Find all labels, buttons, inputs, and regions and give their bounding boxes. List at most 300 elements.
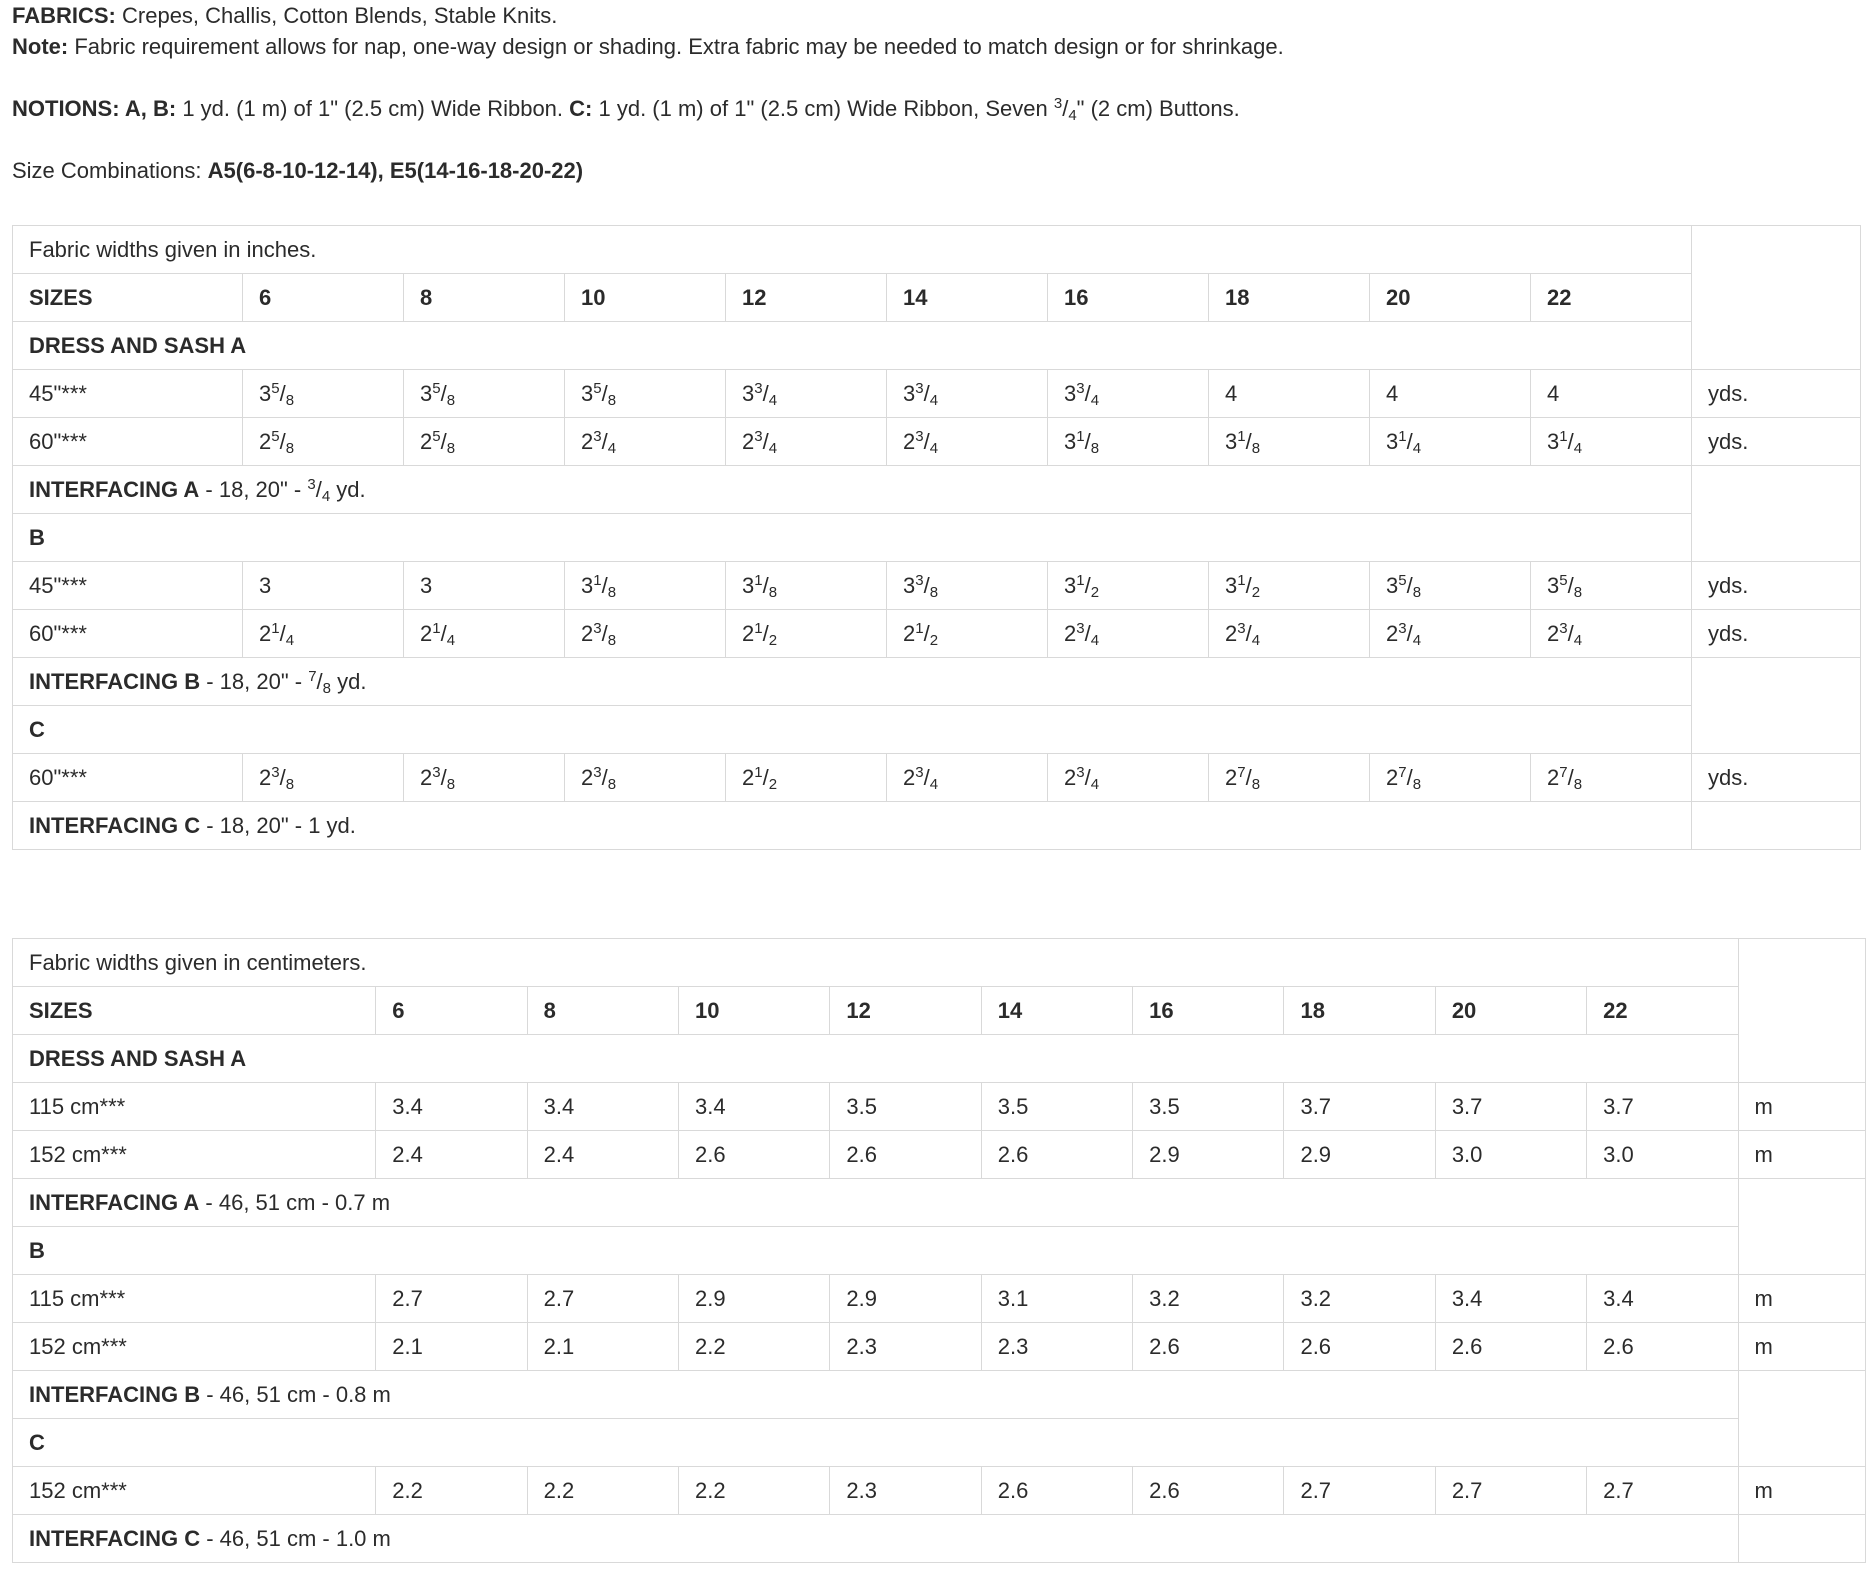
fraction-numerator: 1 bbox=[754, 763, 763, 781]
whole-number: 3 bbox=[581, 380, 594, 406]
fraction-numerator: 5 bbox=[593, 379, 602, 397]
whole-number: 2 bbox=[1386, 764, 1399, 790]
size-header: 20 bbox=[1435, 987, 1586, 1035]
interfacing-label: INTERFACING B bbox=[29, 668, 201, 694]
blank-cell bbox=[1738, 1371, 1865, 1467]
interfacing-text: - 46, 51 cm - 0.8 m bbox=[200, 1381, 391, 1407]
fraction-numerator: 3 bbox=[271, 763, 280, 781]
whole-number: 2 bbox=[742, 428, 755, 454]
unit-label: m bbox=[1738, 1083, 1865, 1131]
yardage-value: $2^3/_4$ bbox=[1048, 610, 1209, 658]
interfacing-text: - 46, 51 cm - 1.0 m bbox=[200, 1525, 391, 1551]
section-title: B bbox=[13, 1227, 1739, 1275]
size-header: 14 bbox=[887, 274, 1048, 322]
yardage-value: $2^7/_8$ bbox=[1531, 754, 1692, 802]
yardage-value: 3.4 bbox=[1587, 1275, 1738, 1323]
fraction-denominator: 8 bbox=[446, 439, 456, 457]
fraction-numerator: 7 bbox=[308, 667, 317, 685]
fabric-width: 152 cm*** bbox=[13, 1131, 376, 1179]
size-header: 12 bbox=[830, 987, 981, 1035]
unit-label: m bbox=[1738, 1323, 1865, 1371]
yardage-value: $2^5/_8$ bbox=[404, 418, 565, 466]
notions-fraction: $^3/_4$ bbox=[1053, 95, 1077, 124]
fraction-numerator: 1 bbox=[915, 619, 924, 637]
fraction-numerator: 5 bbox=[432, 379, 441, 397]
fabric-width: 115 cm*** bbox=[13, 1275, 376, 1323]
size-combinations-values: A5(6-8-10-12-14), E5(14-16-18-20-22) bbox=[207, 158, 584, 183]
whole-number: 3 bbox=[420, 572, 433, 598]
sizes-label: SIZES bbox=[13, 274, 243, 322]
yardage-value: $2^1/_4$ bbox=[404, 610, 565, 658]
section-row bbox=[13, 706, 1861, 754]
fraction-numerator: 1 bbox=[1237, 571, 1246, 589]
size-header: 22 bbox=[1531, 274, 1692, 322]
fraction-numerator: 3 bbox=[1559, 619, 1568, 637]
section-row bbox=[13, 1419, 1866, 1467]
yardage-value: 3.0 bbox=[1587, 1131, 1738, 1179]
size-header: 16 bbox=[1048, 274, 1209, 322]
fraction-numerator: 1 bbox=[1398, 427, 1407, 445]
fraction-numerator: 7 bbox=[1398, 763, 1407, 781]
whole-number: 2 bbox=[1225, 620, 1238, 646]
fraction-denominator: 4 bbox=[1412, 439, 1422, 457]
note-label: Note: bbox=[12, 34, 69, 59]
interfacing-label: INTERFACING A bbox=[29, 1189, 200, 1215]
fraction-numerator: 5 bbox=[1559, 571, 1568, 589]
inches-yardage-table bbox=[12, 225, 1861, 850]
fraction-denominator: 8 bbox=[1573, 583, 1583, 601]
whole-number: 2 bbox=[581, 428, 594, 454]
yardage-value: 2.1 bbox=[527, 1323, 678, 1371]
fraction-denominator: 8 bbox=[285, 391, 295, 409]
fabrics-text: Crepes, Challis, Cotton Blends, Stable Knits. bbox=[122, 3, 558, 28]
fraction-numerator: 3 bbox=[1076, 619, 1085, 637]
caption-row bbox=[13, 226, 1861, 274]
size-header: 18 bbox=[1209, 274, 1370, 322]
fraction-numerator: 1 bbox=[1076, 571, 1085, 589]
yardage-value: $3^3/_4$ bbox=[887, 370, 1048, 418]
yardage-value: 2.7 bbox=[376, 1275, 527, 1323]
fraction-denominator: 4 bbox=[768, 391, 778, 409]
fraction-denominator: 8 bbox=[607, 583, 617, 601]
fraction-denominator: 8 bbox=[285, 439, 295, 457]
fraction-numerator: 3 bbox=[754, 379, 763, 397]
yardage-value: $2^3/_4$ bbox=[887, 418, 1048, 466]
yardage-value: $3^1/_2$ bbox=[1048, 562, 1209, 610]
yardage-value: $2^7/_8$ bbox=[1370, 754, 1531, 802]
yardage-value: $3^1/_8$ bbox=[726, 562, 887, 610]
interfacing-cell: INTERFACING B - 18, 20" - $^7/_8$ yd. bbox=[13, 658, 1692, 706]
fraction-denominator: 4 bbox=[1090, 775, 1100, 793]
yardage-value: 2.7 bbox=[1284, 1467, 1435, 1515]
fraction-denominator: 8 bbox=[607, 391, 617, 409]
blank-cell bbox=[1738, 1515, 1865, 1563]
fraction-numerator: 1 bbox=[1237, 427, 1246, 445]
notions-label: NOTIONS: A, B: bbox=[12, 96, 177, 121]
fraction-numerator: 3 bbox=[593, 619, 602, 637]
yardage-value: $2^3/_4$ bbox=[1531, 610, 1692, 658]
data-row bbox=[13, 754, 1861, 802]
fraction-numerator: 5 bbox=[271, 379, 280, 397]
yardage-value: 3.7 bbox=[1284, 1083, 1435, 1131]
whole-number: 3 bbox=[581, 572, 594, 598]
yardage-value: 2.6 bbox=[1587, 1323, 1738, 1371]
fraction-numerator: 7 bbox=[1559, 763, 1568, 781]
fraction-denominator: 4 bbox=[1412, 631, 1422, 649]
size-header: 6 bbox=[243, 274, 404, 322]
fabrics-line bbox=[12, 0, 1852, 31]
yardage-value: $3^1/_8$ bbox=[565, 562, 726, 610]
fabric-width: 115 cm*** bbox=[13, 1083, 376, 1131]
fabric-width: 152 cm*** bbox=[13, 1467, 376, 1515]
fraction-denominator: 8 bbox=[1090, 439, 1100, 457]
whole-number: 2 bbox=[420, 620, 433, 646]
yardage-value: 2.7 bbox=[1587, 1467, 1738, 1515]
yardage-value: 3.7 bbox=[1587, 1083, 1738, 1131]
fraction-denominator: 8 bbox=[446, 391, 456, 409]
yardage-value: 2.2 bbox=[679, 1467, 830, 1515]
section-row bbox=[13, 1035, 1866, 1083]
fabric-width: 152 cm*** bbox=[13, 1323, 376, 1371]
data-row bbox=[13, 610, 1861, 658]
fraction-numerator: 1 bbox=[1076, 427, 1085, 445]
whole-number: 2 bbox=[1225, 764, 1238, 790]
yardage-value bbox=[243, 562, 404, 610]
fraction-denominator: 8 bbox=[768, 583, 778, 601]
whole-number: 2 bbox=[581, 620, 594, 646]
fabric-width: 60"*** bbox=[13, 754, 243, 802]
yardage-value: 2.6 bbox=[1133, 1467, 1284, 1515]
fraction-numerator: 3 bbox=[1076, 763, 1085, 781]
fraction-numerator: 1 bbox=[432, 619, 441, 637]
section-title: DRESS AND SASH A bbox=[13, 1035, 1739, 1083]
fraction-numerator: 3 bbox=[1398, 619, 1407, 637]
yardage-value: 3.2 bbox=[1133, 1275, 1284, 1323]
yardage-value: 2.2 bbox=[679, 1323, 830, 1371]
unit-label: m bbox=[1738, 1467, 1865, 1515]
fraction-numerator: 1 bbox=[1559, 427, 1568, 445]
yardage-value: $3^1/_8$ bbox=[1048, 418, 1209, 466]
fraction-denominator: 8 bbox=[1412, 583, 1422, 601]
blank-cell bbox=[1738, 939, 1865, 1083]
whole-number: 2 bbox=[1386, 620, 1399, 646]
sizes-label: SIZES bbox=[13, 987, 376, 1035]
yardage-value: $2^3/_4$ bbox=[887, 754, 1048, 802]
interfacing-row bbox=[13, 1371, 1866, 1419]
unit-label: yds. bbox=[1692, 370, 1861, 418]
fraction-numerator: 3 bbox=[915, 763, 924, 781]
section-title: C bbox=[13, 706, 1692, 754]
fraction-numerator: 7 bbox=[1237, 763, 1246, 781]
interfacing-cell bbox=[13, 1371, 1739, 1419]
fraction-denominator: 4 bbox=[768, 439, 778, 457]
fabric-width: 45"*** bbox=[13, 562, 243, 610]
centimeters-yardage-table bbox=[12, 938, 1866, 1563]
section-row bbox=[13, 514, 1861, 562]
yardage-value: 2.2 bbox=[376, 1467, 527, 1515]
yardage-value: $3^1/_4$ bbox=[1531, 418, 1692, 466]
fraction-numerator: 3 bbox=[593, 763, 602, 781]
fabric-width: 60"*** bbox=[13, 418, 243, 466]
yardage-value: $3^5/_8$ bbox=[1370, 562, 1531, 610]
yardage-value: 2.6 bbox=[981, 1131, 1132, 1179]
data-row bbox=[13, 1131, 1866, 1179]
fraction-denominator: 4 bbox=[607, 439, 617, 457]
yardage-value: $2^3/_8$ bbox=[565, 610, 726, 658]
yardage-value: 3.4 bbox=[1435, 1275, 1586, 1323]
fraction-numerator: 5 bbox=[1398, 571, 1407, 589]
yardage-value: 2.6 bbox=[830, 1131, 981, 1179]
note-text: Fabric requirement allows for nap, one-way design or shading. Extra fabric may be needed to match design or for shrinkage. bbox=[74, 34, 1284, 59]
whole-number: 2 bbox=[742, 764, 755, 790]
interfacing-unit: yd. bbox=[331, 668, 367, 694]
yardage-value: $3^5/_8$ bbox=[565, 370, 726, 418]
fraction-denominator: 8 bbox=[929, 583, 939, 601]
interfacing-unit: yd. bbox=[330, 476, 366, 502]
interfacing-label: INTERFACING B bbox=[29, 1381, 201, 1407]
whole-number: 3 bbox=[1386, 572, 1399, 598]
fraction-numerator: 5 bbox=[432, 427, 441, 445]
fraction-denominator: 8 bbox=[607, 775, 617, 793]
notions-line bbox=[12, 93, 1852, 124]
yardage-value: 2.3 bbox=[830, 1323, 981, 1371]
yardage-value bbox=[1209, 370, 1370, 418]
fraction-numerator: 1 bbox=[271, 619, 280, 637]
interfacing-text: - 18, 20" - 1 yd. bbox=[200, 812, 356, 838]
whole-number: 3 bbox=[1225, 428, 1238, 454]
yardage-value bbox=[1370, 370, 1531, 418]
size-combinations-line bbox=[12, 155, 1852, 186]
fraction-denominator: 4 bbox=[1090, 631, 1100, 649]
fabrics-label: FABRICS: bbox=[12, 3, 116, 28]
size-header: 6 bbox=[376, 987, 527, 1035]
caption-row bbox=[13, 939, 1866, 987]
whole-number: 3 bbox=[259, 380, 272, 406]
yardage-value: $3^5/_8$ bbox=[1531, 562, 1692, 610]
whole-number: 3 bbox=[1547, 572, 1560, 598]
yardage-value bbox=[404, 562, 565, 610]
fraction-numerator: 3 bbox=[754, 427, 763, 445]
fraction-denominator: 2 bbox=[768, 631, 778, 649]
fraction-numerator: 5 bbox=[271, 427, 280, 445]
interfacing-label: INTERFACING C bbox=[29, 1525, 201, 1551]
blank-cell bbox=[1692, 466, 1861, 562]
yardage-value: 3.7 bbox=[1435, 1083, 1586, 1131]
fabric-width: 60"*** bbox=[13, 610, 243, 658]
interfacing-row bbox=[13, 466, 1861, 514]
whole-number: 4 bbox=[1386, 380, 1399, 406]
section-row bbox=[13, 322, 1861, 370]
fraction-denominator: 4 bbox=[446, 631, 456, 649]
fraction-denominator: 4 bbox=[321, 487, 331, 505]
yardage-value: 2.6 bbox=[1284, 1323, 1435, 1371]
yardage-value: $2^7/_8$ bbox=[1209, 754, 1370, 802]
interfacing-row bbox=[13, 802, 1861, 850]
fraction-denominator: 2 bbox=[1251, 583, 1261, 601]
yardage-value: 2.7 bbox=[1435, 1467, 1586, 1515]
notions-ab-text: 1 yd. (1 m) of 1" (2.5 cm) Wide Ribbon. bbox=[182, 96, 564, 121]
fraction-numerator: 1 bbox=[593, 571, 602, 589]
yardage-value: 3.5 bbox=[981, 1083, 1132, 1131]
whole-number: 3 bbox=[742, 380, 755, 406]
size-header: 8 bbox=[527, 987, 678, 1035]
size-header: 22 bbox=[1587, 987, 1738, 1035]
yardage-value: 2.1 bbox=[376, 1323, 527, 1371]
size-header: 14 bbox=[981, 987, 1132, 1035]
yardage-value: 2.6 bbox=[981, 1467, 1132, 1515]
size-header: 8 bbox=[404, 274, 565, 322]
whole-number: 3 bbox=[1547, 428, 1560, 454]
fraction-numerator: 1 bbox=[754, 571, 763, 589]
section-title: C bbox=[13, 1419, 1739, 1467]
fraction-denominator: 8 bbox=[1412, 775, 1422, 793]
fraction-denominator: 2 bbox=[929, 631, 939, 649]
sizes-row bbox=[13, 987, 1866, 1035]
yardage-value: $3^1/_8$ bbox=[1209, 418, 1370, 466]
whole-number: 2 bbox=[420, 428, 433, 454]
fraction-denominator: 2 bbox=[1090, 583, 1100, 601]
yardage-value: $2^3/_4$ bbox=[1048, 754, 1209, 802]
blank-cell bbox=[1738, 1179, 1865, 1275]
yardage-value: 3.5 bbox=[830, 1083, 981, 1131]
notions-c-label: C: bbox=[569, 96, 593, 121]
data-row bbox=[13, 562, 1861, 610]
whole-number: 2 bbox=[903, 764, 916, 790]
whole-number: 3 bbox=[1386, 428, 1399, 454]
yardage-value: 2.3 bbox=[830, 1467, 981, 1515]
unit-label: yds. bbox=[1692, 754, 1861, 802]
yardage-value: $2^1/_2$ bbox=[726, 754, 887, 802]
yardage-value: 3.2 bbox=[1284, 1275, 1435, 1323]
blank-cell bbox=[1692, 226, 1861, 370]
size-combinations-label: Size Combinations: bbox=[12, 158, 202, 183]
size-header: 16 bbox=[1133, 987, 1284, 1035]
interfacing-row bbox=[13, 1515, 1866, 1563]
data-row bbox=[13, 418, 1861, 466]
fraction-denominator: 4 bbox=[1090, 391, 1100, 409]
interfacing-cell bbox=[13, 1515, 1739, 1563]
whole-number: 2 bbox=[259, 428, 272, 454]
yardage-value: $3^3/_8$ bbox=[887, 562, 1048, 610]
fraction-numerator: 3 bbox=[307, 475, 316, 493]
yardage-value: $2^3/_4$ bbox=[726, 418, 887, 466]
table-caption: Fabric widths given in inches. bbox=[13, 226, 1692, 274]
yardage-value: $2^5/_8$ bbox=[243, 418, 404, 466]
yardage-value: 2.9 bbox=[830, 1275, 981, 1323]
data-row bbox=[13, 1083, 1866, 1131]
yardage-value: $2^3/_8$ bbox=[565, 754, 726, 802]
whole-number: 3 bbox=[742, 572, 755, 598]
yardage-value: $3^3/_4$ bbox=[726, 370, 887, 418]
yardage-value: 2.9 bbox=[679, 1275, 830, 1323]
unit-label: yds. bbox=[1692, 418, 1861, 466]
yardage-value: $3^5/_8$ bbox=[404, 370, 565, 418]
yardage-value: 3.5 bbox=[1133, 1083, 1284, 1131]
section-title: B bbox=[13, 514, 1692, 562]
fraction-numerator: 3 bbox=[1076, 379, 1085, 397]
unit-label: yds. bbox=[1692, 562, 1861, 610]
fraction-numerator: 3 bbox=[432, 763, 441, 781]
blank-cell bbox=[1692, 802, 1861, 850]
yardage-value: 2.9 bbox=[1284, 1131, 1435, 1179]
fraction-denominator: 8 bbox=[1251, 775, 1261, 793]
yardage-value: $3^3/_4$ bbox=[1048, 370, 1209, 418]
yardage-value: 2.6 bbox=[1133, 1323, 1284, 1371]
size-header: 10 bbox=[679, 987, 830, 1035]
interfacing-cell bbox=[13, 1179, 1739, 1227]
fraction-denominator: 4 bbox=[285, 631, 295, 649]
whole-number: 3 bbox=[259, 572, 272, 598]
yardage-value: 2.6 bbox=[1435, 1323, 1586, 1371]
whole-number: 3 bbox=[903, 380, 916, 406]
notions-c-post: " (2 cm) Buttons. bbox=[1076, 96, 1240, 121]
interfacing-label: INTERFACING A bbox=[29, 476, 200, 502]
unit-label: yds. bbox=[1692, 610, 1861, 658]
fraction-denominator: 4 bbox=[929, 391, 939, 409]
fraction-denominator: 8 bbox=[1251, 439, 1261, 457]
yardage-value: $2^1/_2$ bbox=[726, 610, 887, 658]
yardage-value: $2^3/_4$ bbox=[1370, 610, 1531, 658]
interfacing-cell: INTERFACING A - 18, 20" - $^3/_4$ yd. bbox=[13, 466, 1692, 514]
fraction-denominator: 4 bbox=[1573, 631, 1583, 649]
whole-number: 4 bbox=[1225, 380, 1238, 406]
interfacing-cell bbox=[13, 802, 1692, 850]
unit-label: m bbox=[1738, 1275, 1865, 1323]
fraction-numerator: 3 bbox=[1237, 619, 1246, 637]
interfacing-row bbox=[13, 658, 1861, 706]
data-row bbox=[13, 1323, 1866, 1371]
yardage-value: 2.7 bbox=[527, 1275, 678, 1323]
whole-number: 2 bbox=[742, 620, 755, 646]
yardage-value: $2^1/_2$ bbox=[887, 610, 1048, 658]
yardage-value: 2.2 bbox=[527, 1467, 678, 1515]
fraction-denominator: 8 bbox=[322, 679, 332, 697]
whole-number: 2 bbox=[259, 764, 272, 790]
interfacing-label: INTERFACING C bbox=[29, 812, 201, 838]
yardage-value: 2.4 bbox=[527, 1131, 678, 1179]
data-row bbox=[13, 1467, 1866, 1515]
intro-block bbox=[12, 0, 1852, 186]
whole-number: 2 bbox=[1547, 764, 1560, 790]
table-caption: Fabric widths given in centimeters. bbox=[13, 939, 1739, 987]
fraction-denominator: 4 bbox=[929, 439, 939, 457]
interfacing-text: - 18, 20" - bbox=[200, 668, 309, 694]
whole-number: 3 bbox=[1064, 380, 1077, 406]
yardage-value: 3.4 bbox=[376, 1083, 527, 1131]
whole-number: 3 bbox=[903, 572, 916, 598]
whole-number: 3 bbox=[1064, 572, 1077, 598]
whole-number: 2 bbox=[420, 764, 433, 790]
fraction-denominator: 4 bbox=[1251, 631, 1261, 649]
yardage-value: 2.3 bbox=[981, 1323, 1132, 1371]
yardage-value: $3^5/_8$ bbox=[243, 370, 404, 418]
whole-number: 2 bbox=[259, 620, 272, 646]
unit-label: m bbox=[1738, 1131, 1865, 1179]
sizes-row bbox=[13, 274, 1861, 322]
whole-number: 2 bbox=[1064, 620, 1077, 646]
fraction-numerator: 1 bbox=[754, 619, 763, 637]
yardage-value bbox=[1531, 370, 1692, 418]
whole-number: 2 bbox=[1064, 764, 1077, 790]
whole-number: 2 bbox=[903, 428, 916, 454]
whole-number: 3 bbox=[1064, 428, 1077, 454]
yardage-value: 3.4 bbox=[527, 1083, 678, 1131]
whole-number: 4 bbox=[1547, 380, 1560, 406]
yardage-value: $2^3/_4$ bbox=[565, 418, 726, 466]
size-header: 12 bbox=[726, 274, 887, 322]
yardage-value: 2.4 bbox=[376, 1131, 527, 1179]
fraction-numerator: 3 bbox=[915, 427, 924, 445]
